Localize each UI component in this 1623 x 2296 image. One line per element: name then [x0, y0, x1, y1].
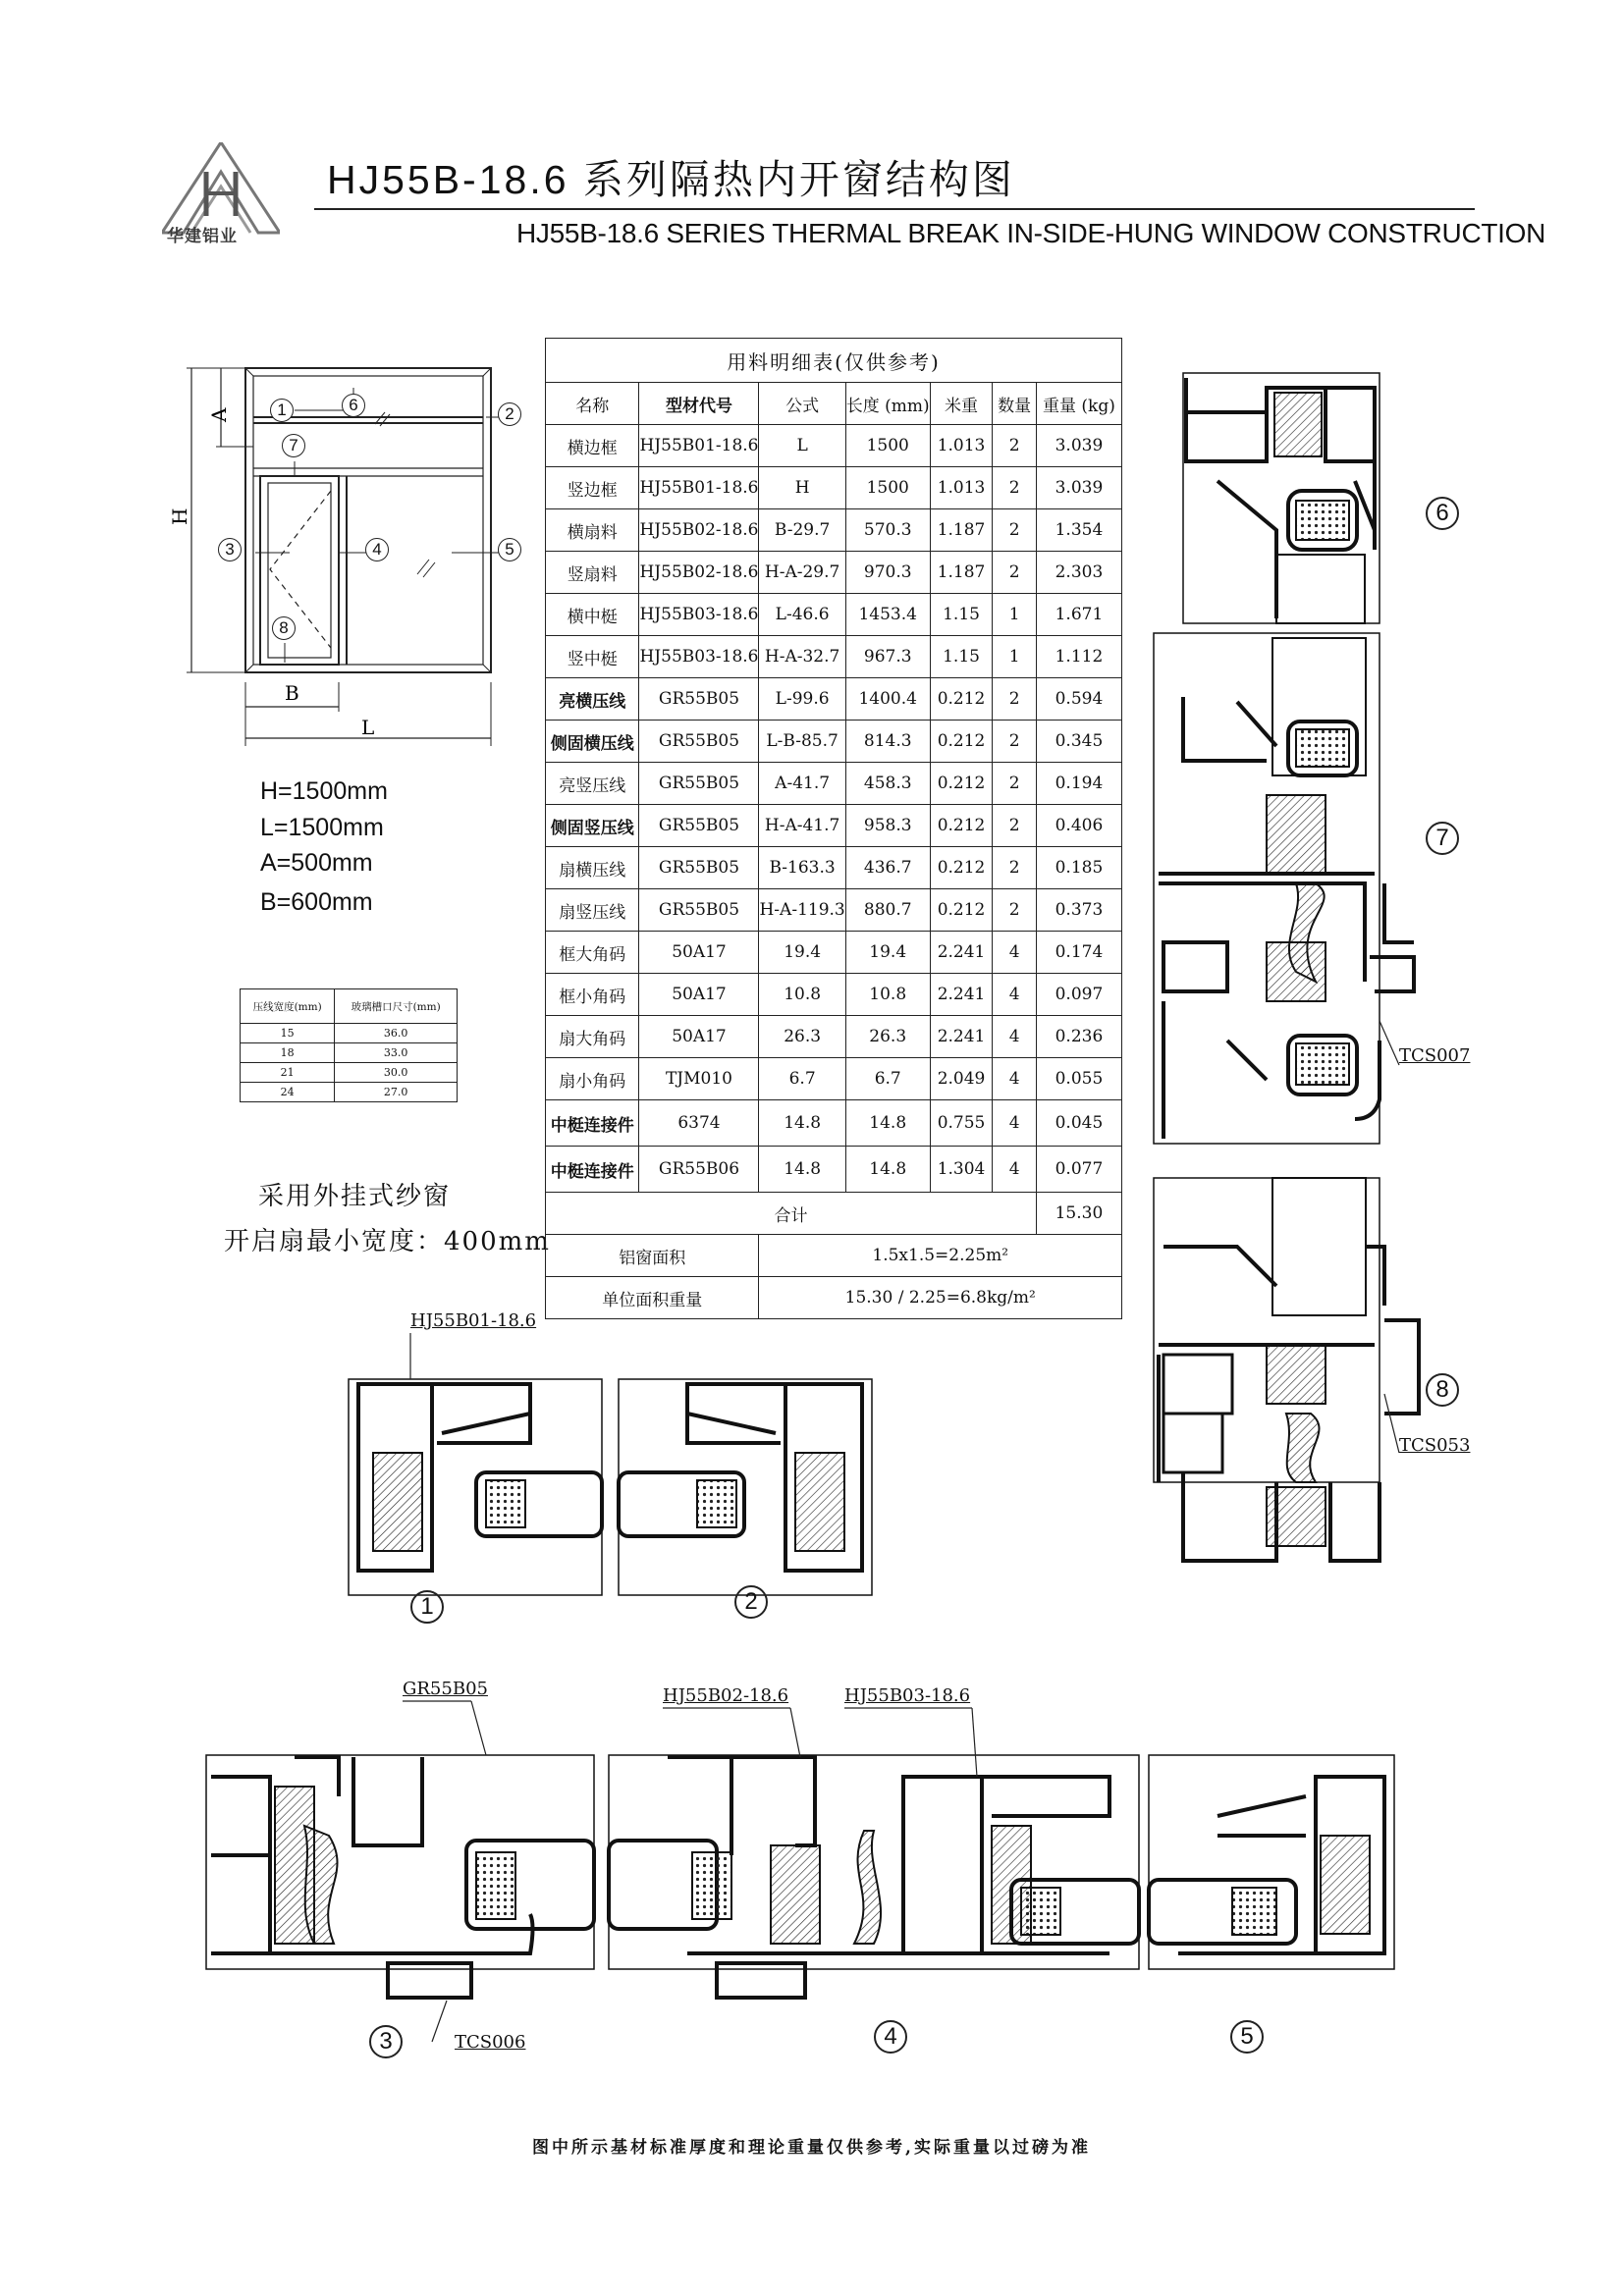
material-cell-formula: 26.3 [759, 1016, 845, 1058]
material-row [546, 425, 1122, 467]
material-cell-weight: 3.039 [1036, 425, 1121, 467]
material-table [545, 338, 1122, 1319]
material-row [546, 1016, 1122, 1058]
area-value: 1.5x1.5=2.25m² [759, 1235, 1122, 1277]
material-cell-name: 框大角码 [546, 932, 639, 974]
section-number-2: 2 [734, 1585, 768, 1619]
material-cell-weight: 0.055 [1036, 1058, 1121, 1100]
material-row [546, 932, 1122, 974]
marker-4: 4 [365, 538, 389, 561]
col-header: 数量 [993, 383, 1036, 425]
material-cell-name: 竖边框 [546, 467, 639, 509]
material-cell-length: 26.3 [845, 1016, 930, 1058]
material-cell-qty: 2 [993, 678, 1036, 721]
col-header: 名称 [546, 383, 639, 425]
material-cell-length: 458.3 [845, 763, 930, 805]
material-cell-name: 横中梃 [546, 594, 639, 636]
material-cell-name: 竖扇料 [546, 552, 639, 594]
material-cell-length: 967.3 [845, 636, 930, 678]
material-cell-unit_weight: 2.049 [930, 1058, 993, 1100]
total-label: 合计 [546, 1193, 1037, 1235]
material-cell-qty: 2 [993, 721, 1036, 763]
material-cell-code: GR55B05 [639, 805, 759, 847]
dim-l-value: L=1500mm [260, 814, 384, 841]
material-cell-length: 436.7 [845, 847, 930, 889]
material-row [546, 721, 1122, 763]
material-cell-formula: 14.8 [759, 1147, 845, 1193]
material-cell-name: 扇大角码 [546, 1016, 639, 1058]
material-cell-length: 1500 [845, 467, 930, 509]
material-cell-weight: 0.174 [1036, 932, 1121, 974]
title-divider [314, 208, 1475, 210]
material-cell-qty: 4 [993, 1016, 1036, 1058]
material-cell-weight: 0.236 [1036, 1016, 1121, 1058]
material-cell-weight: 0.345 [1036, 721, 1121, 763]
total-row [546, 1193, 1122, 1235]
label-tcs053: TCS053 [1399, 1435, 1471, 1456]
material-cell-code: HJ55B01-18.6 [639, 425, 759, 467]
unit-weight-value: 15.30 / 2.25=6.8kg/m² [759, 1277, 1122, 1319]
glass-table-cell: 33.0 [335, 1043, 458, 1063]
material-cell-code: HJ55B03-18.6 [639, 594, 759, 636]
section-number-5: 5 [1230, 2020, 1264, 2054]
material-cell-qty: 4 [993, 1100, 1036, 1147]
material-cell-code: HJ55B03-18.6 [639, 636, 759, 678]
marker-2: 2 [498, 402, 521, 426]
material-cell-name: 侧固竖压线 [546, 805, 639, 847]
material-cell-unit_weight: 1.15 [930, 594, 993, 636]
material-cell-weight: 0.194 [1036, 763, 1121, 805]
material-cell-qty: 2 [993, 552, 1036, 594]
glass-table-cell: 24 [241, 1083, 335, 1102]
total-value: 15.30 [1036, 1193, 1121, 1235]
material-cell-formula: L-B-85.7 [759, 721, 845, 763]
material-cell-formula: B-29.7 [759, 509, 845, 552]
section-number-7: 7 [1426, 822, 1459, 855]
material-row [546, 1147, 1122, 1193]
page-subtitle: HJ55B-18.6 SERIES THERMAL BREAK IN-SIDE-HUNG WINDOW CONSTRUCTION [516, 218, 1546, 248]
marker-7: 7 [282, 434, 305, 457]
material-cell-name: 横边框 [546, 425, 639, 467]
material-row [546, 805, 1122, 847]
material-cell-code: GR55B06 [639, 1147, 759, 1193]
material-cell-code: HJ55B02-18.6 [639, 552, 759, 594]
material-cell-code: 50A17 [639, 1016, 759, 1058]
material-cell-qty: 4 [993, 1147, 1036, 1193]
label-hj55b03: HJ55B03-18.6 [844, 1685, 971, 1706]
dim-b-value: B=600mm [260, 888, 373, 916]
material-cell-formula: H-A-41.7 [759, 805, 845, 847]
glass-table-cell: 21 [241, 1063, 335, 1083]
note-screen: 采用外挂式纱窗 [258, 1182, 452, 1211]
col-header: 长度 (mm) [845, 383, 930, 425]
material-cell-length: 958.3 [845, 805, 930, 847]
material-cell-unit_weight: 0.212 [930, 721, 993, 763]
material-cell-formula: L [759, 425, 845, 467]
page-title: HJ55B-18.6 系列隔热内开窗结构图 [327, 157, 1015, 202]
material-cell-weight: 0.097 [1036, 974, 1121, 1016]
material-row [546, 1058, 1122, 1100]
material-row [546, 974, 1122, 1016]
material-row [546, 847, 1122, 889]
material-cell-unit_weight: 0.212 [930, 889, 993, 932]
material-cell-length: 10.8 [845, 974, 930, 1016]
dim-a-value: A=500mm [260, 849, 373, 877]
material-cell-unit_weight: 0.212 [930, 805, 993, 847]
material-cell-qty: 2 [993, 425, 1036, 467]
glass-table-cell: 15 [241, 1024, 335, 1043]
area-row [546, 1235, 1122, 1277]
material-cell-code: GR55B05 [639, 847, 759, 889]
material-cell-formula: 14.8 [759, 1100, 845, 1147]
material-cell-name: 框小角码 [546, 974, 639, 1016]
material-cell-qty: 2 [993, 889, 1036, 932]
material-cell-unit_weight: 1.187 [930, 552, 993, 594]
section-number-6: 6 [1426, 497, 1459, 530]
glass-table-cell: 18 [241, 1043, 335, 1063]
material-row [546, 678, 1122, 721]
material-cell-code: GR55B05 [639, 763, 759, 805]
material-cell-unit_weight: 1.013 [930, 467, 993, 509]
material-cell-qty: 2 [993, 467, 1036, 509]
material-cell-length: 14.8 [845, 1100, 930, 1147]
material-cell-qty: 2 [993, 509, 1036, 552]
material-cell-length: 19.4 [845, 932, 930, 974]
material-row [546, 763, 1122, 805]
dim-h-label: H [168, 507, 191, 525]
material-row [546, 509, 1122, 552]
material-cell-qty: 4 [993, 932, 1036, 974]
material-cell-unit_weight: 1.187 [930, 509, 993, 552]
note-min-width: 开启扇最小宽度：400mm [224, 1227, 551, 1256]
material-cell-weight: 0.406 [1036, 805, 1121, 847]
glass-table-cell: 36.0 [335, 1024, 458, 1043]
material-cell-formula: H-A-29.7 [759, 552, 845, 594]
material-cell-weight: 0.594 [1036, 678, 1121, 721]
material-cell-weight: 1.354 [1036, 509, 1121, 552]
material-cell-code: TJM010 [639, 1058, 759, 1100]
material-cell-name: 横扇料 [546, 509, 639, 552]
material-cell-formula: 19.4 [759, 932, 845, 974]
material-cell-qty: 2 [993, 847, 1036, 889]
material-cell-name: 亮横压线 [546, 678, 639, 721]
material-cell-length: 1500 [845, 425, 930, 467]
section-number-8: 8 [1426, 1373, 1459, 1407]
glass-table-cell: 30.0 [335, 1063, 458, 1083]
material-cell-unit_weight: 2.241 [930, 932, 993, 974]
logo-text: 华建铝业 [167, 227, 238, 246]
material-cell-qty: 4 [993, 974, 1036, 1016]
material-cell-unit_weight: 0.755 [930, 1100, 993, 1147]
material-cell-qty: 4 [993, 1058, 1036, 1100]
material-cell-qty: 2 [993, 805, 1036, 847]
material-cell-weight: 3.039 [1036, 467, 1121, 509]
material-cell-formula: 10.8 [759, 974, 845, 1016]
material-cell-code: HJ55B02-18.6 [639, 509, 759, 552]
material-cell-name: 竖中梃 [546, 636, 639, 678]
section-number-4: 4 [874, 2020, 907, 2054]
footer-disclaimer: 图中所示基材标准厚度和理论重量仅供参考,实际重量以过磅为准 [532, 2138, 1091, 2158]
material-cell-qty: 2 [993, 763, 1036, 805]
material-row [546, 467, 1122, 509]
material-row [546, 1100, 1122, 1147]
col-header: 公式 [759, 383, 845, 425]
material-cell-unit_weight: 0.212 [930, 678, 993, 721]
marker-3: 3 [218, 538, 242, 561]
material-cell-weight: 2.303 [1036, 552, 1121, 594]
material-cell-weight: 0.045 [1036, 1100, 1121, 1147]
material-cell-unit_weight: 0.212 [930, 763, 993, 805]
material-cell-weight: 1.671 [1036, 594, 1121, 636]
material-cell-name: 扇横压线 [546, 847, 639, 889]
glass-table-cell: 27.0 [335, 1083, 458, 1102]
material-cell-name: 扇竖压线 [546, 889, 639, 932]
material-row [546, 594, 1122, 636]
material-cell-length: 1400.4 [845, 678, 930, 721]
material-cell-formula: H-A-32.7 [759, 636, 845, 678]
material-cell-unit_weight: 1.15 [930, 636, 993, 678]
material-cell-code: GR55B05 [639, 889, 759, 932]
material-row [546, 889, 1122, 932]
material-cell-formula: 6.7 [759, 1058, 845, 1100]
material-cell-code: HJ55B01-18.6 [639, 467, 759, 509]
material-cell-weight: 0.185 [1036, 847, 1121, 889]
col-header: 重量 (kg) [1036, 383, 1121, 425]
marker-6: 6 [342, 394, 365, 417]
material-cell-weight: 0.077 [1036, 1147, 1121, 1193]
material-cell-formula: H-A-119.3 [759, 889, 845, 932]
material-cell-code: 6374 [639, 1100, 759, 1147]
material-cell-formula: B-163.3 [759, 847, 845, 889]
col-header: 型材代号 [639, 383, 759, 425]
unit-weight-label: 单位面积重量 [546, 1277, 759, 1319]
label-tcs006: TCS006 [455, 2032, 526, 2053]
material-cell-length: 880.7 [845, 889, 930, 932]
material-table-caption: 用料明细表(仅供参考) [546, 339, 1122, 383]
glass-table-header: 玻璃槽口尺寸(mm) [335, 989, 458, 1024]
material-cell-formula: L-46.6 [759, 594, 845, 636]
dim-a-label: A [207, 407, 231, 422]
material-cell-unit_weight: 2.241 [930, 1016, 993, 1058]
material-cell-unit_weight: 1.304 [930, 1147, 993, 1193]
material-cell-weight: 0.373 [1036, 889, 1121, 932]
material-cell-name: 中梃连接件 [546, 1100, 639, 1147]
material-cell-qty: 1 [993, 594, 1036, 636]
glass-table-header: 压线宽度(mm) [241, 989, 335, 1024]
glass-slot-table [240, 988, 458, 1102]
col-header: 米重 [930, 383, 993, 425]
material-cell-name: 扇小角码 [546, 1058, 639, 1100]
material-cell-unit_weight: 0.212 [930, 847, 993, 889]
label-hj55b02: HJ55B02-18.6 [663, 1685, 789, 1706]
material-cell-length: 6.7 [845, 1058, 930, 1100]
label-gr55b05: GR55B05 [403, 1679, 488, 1699]
material-cell-formula: A-41.7 [759, 763, 845, 805]
material-cell-code: GR55B05 [639, 678, 759, 721]
dim-b-label: B [285, 681, 299, 705]
marker-1: 1 [270, 399, 294, 422]
material-cell-unit_weight: 2.241 [930, 974, 993, 1016]
material-cell-length: 814.3 [845, 721, 930, 763]
material-cell-qty: 1 [993, 636, 1036, 678]
marker-8: 8 [272, 616, 296, 640]
material-cell-formula: H [759, 467, 845, 509]
material-row [546, 552, 1122, 594]
material-cell-length: 570.3 [845, 509, 930, 552]
section-number-3: 3 [369, 2025, 403, 2058]
dim-l-label: L [361, 716, 375, 739]
area-label: 铝窗面积 [546, 1235, 759, 1277]
unit-weight-row [546, 1277, 1122, 1319]
dim-h-value: H=1500mm [260, 777, 388, 805]
material-cell-name: 亮竖压线 [546, 763, 639, 805]
material-cell-name: 侧固横压线 [546, 721, 639, 763]
label-tcs007: TCS007 [1399, 1045, 1471, 1066]
material-cell-code: GR55B05 [639, 721, 759, 763]
material-cell-name: 中梃连接件 [546, 1147, 639, 1193]
material-cell-length: 970.3 [845, 552, 930, 594]
material-cell-code: 50A17 [639, 932, 759, 974]
material-cell-code: 50A17 [639, 974, 759, 1016]
section-number-1: 1 [410, 1590, 444, 1624]
material-cell-weight: 1.112 [1036, 636, 1121, 678]
material-row [546, 636, 1122, 678]
marker-5: 5 [498, 538, 521, 561]
material-cell-length: 1453.4 [845, 594, 930, 636]
material-cell-formula: L-99.6 [759, 678, 845, 721]
material-cell-unit_weight: 1.013 [930, 425, 993, 467]
material-cell-length: 14.8 [845, 1147, 930, 1193]
label-hj55b01: HJ55B01-18.6 [410, 1310, 537, 1331]
